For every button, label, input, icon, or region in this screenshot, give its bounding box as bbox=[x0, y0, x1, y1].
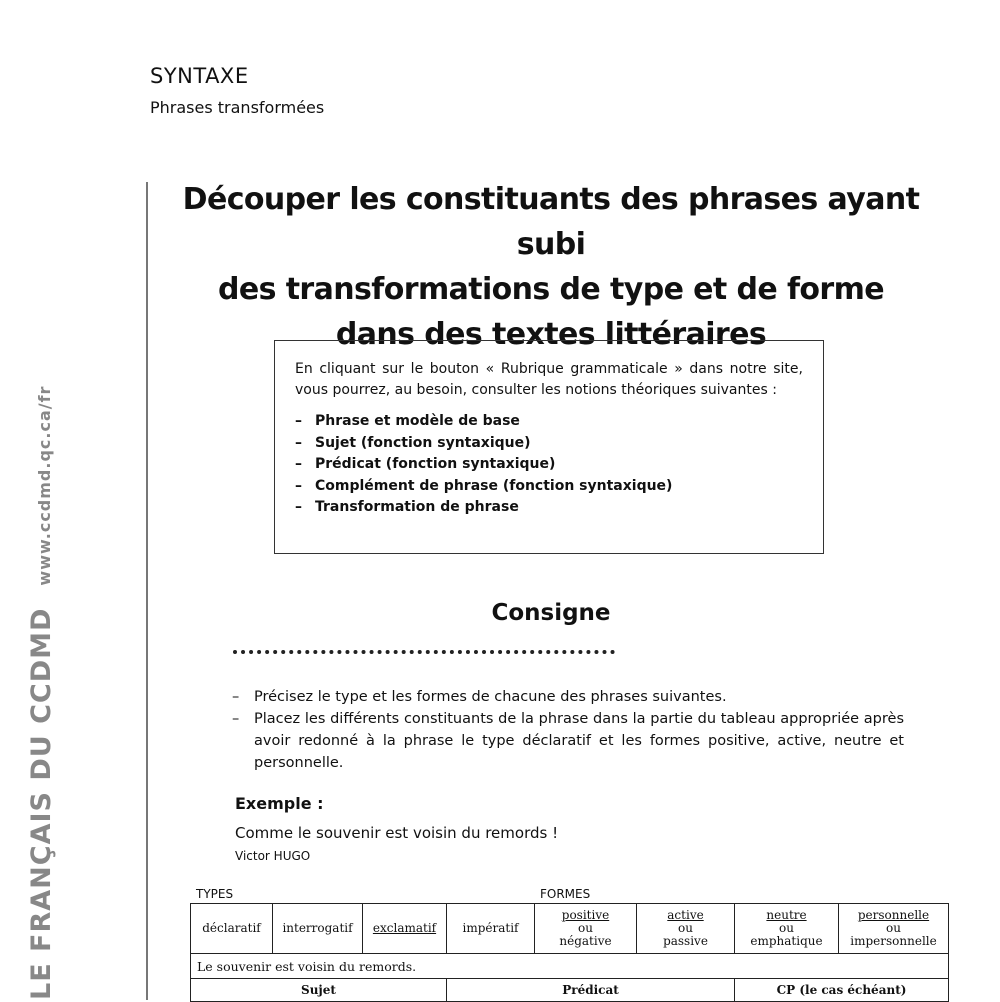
example-author: Victor HUGO bbox=[235, 849, 311, 863]
theory-note-box bbox=[274, 340, 824, 554]
transformed-sentence: Le souvenir est voisin du remords. bbox=[191, 954, 949, 979]
cp-header: CP (le cas échéant) bbox=[735, 979, 949, 1002]
consigne-list bbox=[232, 686, 904, 774]
section-subtitle: Phrases transformées bbox=[150, 98, 325, 117]
notion-item: – Transformation de phrase bbox=[295, 499, 519, 515]
title-line: Découper les constituants des phrases ayant subi bbox=[182, 182, 920, 262]
section-title: SYNTAXE bbox=[150, 64, 249, 88]
brand-url: www.ccdmd.qc.ca/fr bbox=[35, 385, 54, 586]
type-cell: exclamatif bbox=[363, 904, 447, 954]
dotted-divider bbox=[233, 650, 615, 654]
sujet-header: Sujet bbox=[191, 979, 447, 1002]
analysis-table bbox=[190, 903, 949, 1002]
notion-item: – Phrase et modèle de base bbox=[295, 413, 520, 429]
title-line: dans des textes littéraires bbox=[335, 317, 767, 352]
options-row bbox=[191, 904, 949, 954]
notion-list bbox=[295, 411, 803, 519]
page-title bbox=[180, 177, 922, 357]
note-intro: En cliquant sur le bouton « Rubrique grammaticale » dans notre site, vous pourrez, au besoin, consulter les notions théoriques suivantes : bbox=[295, 361, 803, 398]
notion-item: – Complément de phrase (fonction syntaxique) bbox=[295, 477, 673, 494]
transformed-sentence-row bbox=[191, 954, 949, 979]
title-line: des transformations de type et de forme bbox=[217, 272, 885, 307]
type-cell: impératif bbox=[447, 904, 535, 954]
vertical-rule bbox=[146, 182, 148, 1000]
consigne-item: – Placez les différents constituants de la phrase dans la partie du tableau appropriée après avoir redonné à la phrase le type déclaratif et les formes positive, active, neutre et personnelle. bbox=[232, 711, 904, 771]
side-branding bbox=[26, 386, 57, 1000]
forme-cell: active ou passive bbox=[637, 904, 735, 954]
type-cell: déclaratif bbox=[191, 904, 273, 954]
forme-cell: personnelle ou impersonnelle bbox=[839, 904, 949, 954]
example-label: Exemple : bbox=[235, 794, 324, 813]
predicat-header: Prédicat bbox=[447, 979, 735, 1002]
formes-label: FORMES bbox=[540, 887, 591, 901]
consigne-heading: Consigne bbox=[491, 600, 611, 626]
notion-item: – Sujet (fonction syntaxique) bbox=[295, 434, 531, 451]
types-label: TYPES bbox=[196, 887, 234, 901]
type-cell: interrogatif bbox=[273, 904, 363, 954]
notion-item: – Prédicat (fonction syntaxique) bbox=[295, 456, 556, 472]
example-sentence: Comme le souvenir est voisin du remords ! bbox=[235, 824, 559, 842]
constituents-header-row bbox=[191, 979, 949, 1002]
forme-cell: neutre ou emphatique bbox=[735, 904, 839, 954]
brand-name: LE FRANÇAIS DU CCDMD bbox=[26, 607, 57, 1000]
consigne-item: – Précisez le type et les formes de chacune des phrases suivantes. bbox=[232, 689, 727, 705]
forme-cell: positive ou négative bbox=[535, 904, 637, 954]
